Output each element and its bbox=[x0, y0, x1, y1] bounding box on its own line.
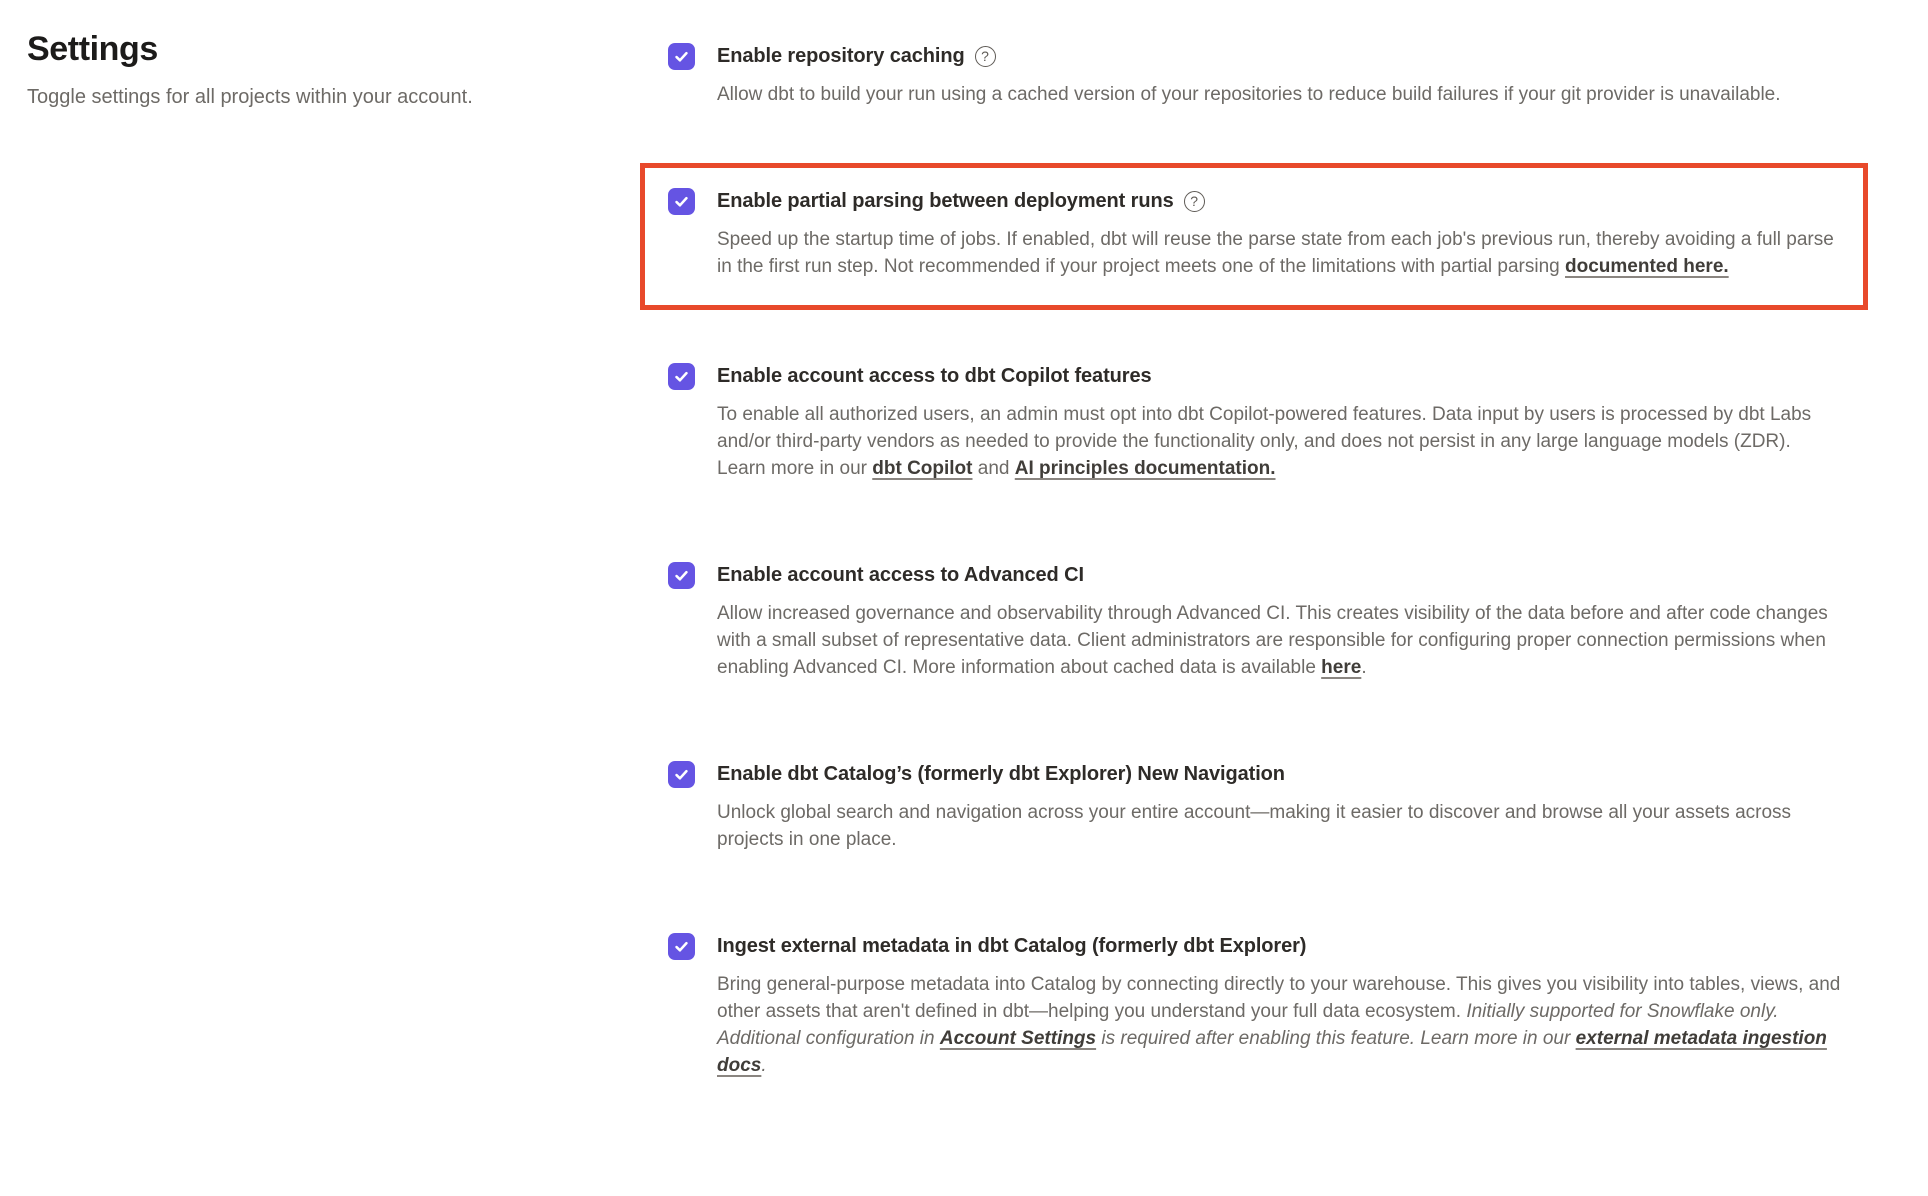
help-icon[interactable]: ? bbox=[1184, 191, 1205, 212]
setting-title-row bbox=[717, 561, 1843, 589]
description-text: and bbox=[972, 458, 1015, 479]
setting-row bbox=[640, 760, 1868, 853]
description-text: . bbox=[1361, 657, 1367, 678]
setting-description bbox=[717, 401, 1843, 482]
setting-text bbox=[717, 760, 1843, 853]
checkmark-icon bbox=[673, 567, 690, 584]
setting-row bbox=[640, 42, 1868, 108]
setting-description bbox=[717, 81, 1781, 108]
setting-title-row bbox=[717, 42, 1781, 70]
setting-title: Ingest external metadata in dbt Catalog (formerly dbt Explorer) bbox=[717, 935, 1307, 957]
setting-title: Enable dbt Catalog’s (formerly dbt Explorer) New Navigation bbox=[717, 763, 1285, 785]
setting-title: Enable repository caching bbox=[717, 45, 965, 67]
inline-link[interactable]: here bbox=[1321, 657, 1362, 678]
description-text: Unlock global search and navigation across your entire account—making it easier to discover and browse all your assets across projects in one place. bbox=[717, 802, 1792, 850]
inline-link[interactable]: AI principles documentation. bbox=[1014, 458, 1276, 479]
inline-link[interactable]: dbt Copilot bbox=[872, 458, 973, 479]
setting-text bbox=[717, 932, 1843, 1079]
setting-title: Enable account access to dbt Copilot features bbox=[717, 365, 1152, 387]
setting-checkbox[interactable] bbox=[668, 363, 695, 390]
help-icon[interactable]: ? bbox=[975, 46, 996, 67]
checkmark-icon bbox=[673, 48, 690, 65]
description-text: Bring general-purpose metadata into Catalog by connecting directly to your warehouse. This gives you visibility into tables, views, and other assets that aren't defined in dbt—helping you understand your full data ecosystem. bbox=[717, 974, 1841, 1022]
setting-row bbox=[640, 561, 1868, 681]
setting-checkbox[interactable] bbox=[668, 761, 695, 788]
setting-row bbox=[640, 362, 1868, 482]
description-text: Allow dbt to build your run using a cached version of your repositories to reduce build failures if your git provider is unavailable. bbox=[717, 84, 1781, 105]
checkmark-icon bbox=[673, 766, 690, 783]
setting-text bbox=[717, 187, 1843, 280]
setting-description bbox=[717, 600, 1843, 681]
checkmark-icon bbox=[673, 938, 690, 955]
setting-description bbox=[717, 799, 1843, 853]
setting-title: Enable account access to Advanced CI bbox=[717, 564, 1084, 586]
inline-link[interactable]: documented here. bbox=[1565, 256, 1729, 277]
setting-text bbox=[717, 362, 1843, 482]
settings-list bbox=[640, 42, 1868, 1158]
setting-description bbox=[717, 971, 1843, 1079]
settings-header bbox=[27, 28, 607, 110]
description-text: Speed up the startup time of jobs. If enabled, dbt will reuse the parse state from each job's previous run, thereby avoiding a full parse in the first run step. Not recommended if your project meets one of the limitations with partial parsing bbox=[717, 229, 1834, 277]
description-text: is required after enabling this feature. Learn more in our bbox=[1096, 1028, 1576, 1049]
setting-title-row bbox=[717, 187, 1843, 215]
setting-text bbox=[717, 561, 1843, 681]
setting-title-row bbox=[717, 760, 1843, 788]
checkmark-icon bbox=[673, 193, 690, 210]
setting-title-row bbox=[717, 932, 1843, 960]
description-text: To enable all authorized users, an admin must opt into dbt Copilot-powered features. Data input by users is processed by dbt Labs and/or third-party vendors as needed to provide the functionality only, and does not persist in any large language models (ZDR). Learn more in our bbox=[717, 404, 1812, 479]
description-text: . bbox=[761, 1055, 767, 1076]
inline-link[interactable]: external metadata ingestion docs bbox=[717, 1028, 1827, 1076]
description-text: Allow increased governance and observability through Advanced CI. This creates visibility of the data before and after code changes with a small subset of representative data. Client administrators are responsible for configuring proper connection permissions when enabling Advanced CI. More information about cached data is available bbox=[717, 603, 1828, 678]
description-text: Initially supported for Snowflake only. Additional configuration in bbox=[717, 1001, 1779, 1049]
inline-link[interactable]: Account Settings bbox=[939, 1028, 1097, 1049]
setting-row bbox=[640, 932, 1868, 1079]
setting-text bbox=[717, 42, 1781, 108]
setting-title-row bbox=[717, 362, 1843, 390]
setting-row bbox=[640, 163, 1868, 310]
setting-checkbox[interactable] bbox=[668, 933, 695, 960]
page-title: Settings bbox=[27, 30, 158, 68]
page-subtitle: Toggle settings for all projects within your account. bbox=[27, 86, 473, 108]
setting-checkbox[interactable] bbox=[668, 43, 695, 70]
setting-checkbox[interactable] bbox=[668, 562, 695, 589]
setting-title: Enable partial parsing between deployment runs bbox=[717, 190, 1174, 212]
setting-checkbox[interactable] bbox=[668, 188, 695, 215]
setting-description bbox=[717, 226, 1843, 280]
checkmark-icon bbox=[673, 368, 690, 385]
